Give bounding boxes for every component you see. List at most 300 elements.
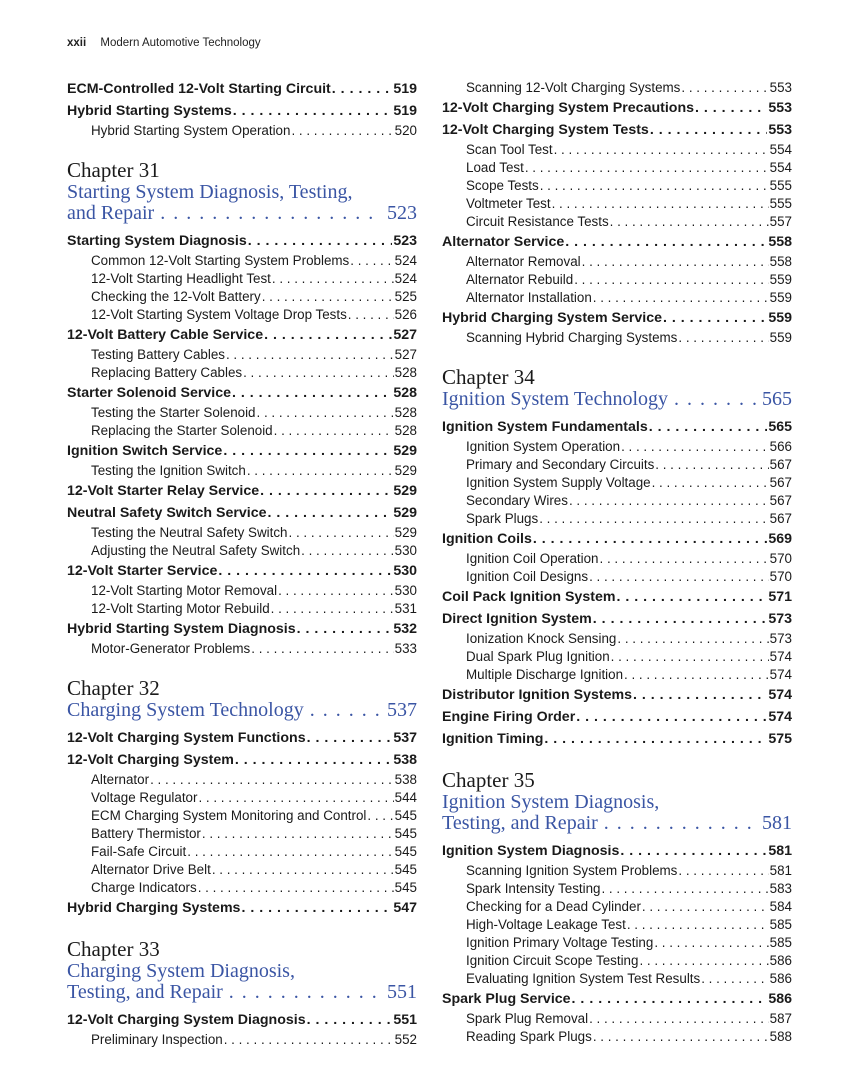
entry-title: Common 12-Volt Starting System Problems (91, 253, 350, 268)
entry-page-number: 570 (769, 551, 792, 566)
toc-subentry (442, 1028, 792, 1046)
entry-title: Reading Spark Plugs (466, 1029, 592, 1044)
entry-title: Ignition System Supply Voltage (466, 475, 651, 490)
dot-leader (701, 970, 768, 988)
toc-subentry (67, 306, 417, 324)
entry-title: Hybrid Starting System Operation (91, 123, 291, 138)
toc-heading-entry (67, 383, 417, 404)
dot-leader (539, 510, 768, 528)
entry-page-number: 574 (768, 709, 792, 725)
entry-page-number: 570 (769, 569, 792, 584)
entry-page-number: 559 (769, 272, 792, 287)
chapter-title-text: and Repair (67, 203, 155, 224)
dot-leader (593, 1028, 769, 1046)
entry-title: Checking the 12-Volt Battery (91, 289, 261, 304)
entry-page-number: 566 (769, 439, 792, 454)
toc-subentry (442, 630, 792, 648)
entry-page-number: 538 (393, 752, 417, 768)
entry-title: Scanning Ignition System Problems (466, 863, 678, 878)
entry-title: 12-Volt Starter Service (67, 563, 218, 579)
dot-leader (198, 789, 393, 807)
toc-subentry (67, 861, 417, 879)
toc-subentry (442, 195, 792, 213)
entry-page-number: 529 (393, 505, 417, 521)
entry-title: Alternator Installation (466, 290, 592, 305)
toc-heading-entry (442, 529, 792, 550)
dot-leader (552, 195, 769, 213)
toc-heading-entry (442, 417, 792, 438)
toc-subentry (442, 880, 792, 898)
toc-subentry (442, 271, 792, 289)
dot-leader (576, 707, 767, 728)
chapter-title-last-line (67, 203, 417, 224)
dot-leader (572, 989, 768, 1010)
toc-subentry (442, 492, 792, 510)
toc-subentry (442, 568, 792, 586)
entry-title: Alternator Service (442, 234, 565, 250)
chapter-title (67, 182, 417, 224)
toc-heading-entry (442, 308, 792, 329)
chapter-page-number: 565 (762, 389, 792, 410)
entry-page-number: 587 (769, 1011, 792, 1026)
dot-leader (150, 771, 394, 789)
dot-leader (604, 813, 756, 834)
entry-title: Spark Plugs (466, 511, 539, 526)
entry-page-number: 524 (394, 271, 417, 286)
dot-leader (654, 934, 768, 952)
entry-page-number: 545 (394, 808, 417, 823)
dot-leader (574, 271, 768, 289)
entry-title: Hybrid Charging Systems (67, 900, 241, 916)
toc-subentry (67, 879, 417, 897)
toc-subentry (442, 898, 792, 916)
dot-leader (525, 159, 769, 177)
entry-page-number: 565 (768, 419, 792, 435)
dot-leader (212, 861, 394, 879)
dot-leader (617, 630, 768, 648)
toc-heading-entry (67, 441, 417, 462)
entry-title: 12-Volt Charging System Precautions (442, 100, 695, 116)
dot-leader (348, 306, 394, 324)
entry-title: Spark Intensity Testing (466, 881, 601, 896)
entry-title: Ignition Coils (442, 531, 532, 547)
entry-title: 12-Volt Starting System Voltage Drop Tests (91, 307, 347, 322)
entry-title: Motor-Generator Problems (91, 641, 251, 656)
running-header (67, 37, 261, 49)
dot-leader (160, 203, 381, 224)
entry-page-number: 537 (393, 730, 417, 746)
dot-leader (272, 270, 394, 288)
entry-title: Hybrid Charging System Service (442, 310, 662, 326)
dot-leader (350, 252, 393, 270)
toc-subentry (442, 141, 792, 159)
entry-page-number: 551 (393, 1012, 417, 1028)
entry-title: Alternator (91, 772, 150, 787)
dot-leader (301, 542, 394, 560)
entry-title: Adjusting the Neutral Safety Switch (91, 543, 301, 558)
entry-title: Ignition Timing (442, 731, 544, 747)
entry-page-number: 571 (768, 589, 792, 605)
entry-page-number: 545 (394, 826, 417, 841)
dot-leader (678, 329, 768, 347)
dot-leader (271, 600, 394, 618)
entry-page-number: 528 (394, 423, 417, 438)
toc-subentry (442, 1010, 792, 1028)
dot-leader (600, 550, 769, 568)
dot-leader (241, 898, 392, 919)
entry-title: Preliminary Inspection (91, 1032, 223, 1047)
entry-title: Ignition Primary Voltage Testing (466, 935, 654, 950)
dot-leader (621, 438, 769, 456)
chapter-title-last-line (442, 389, 792, 410)
dot-leader (627, 916, 769, 934)
entry-title: 12-Volt Battery Cable Service (67, 327, 264, 343)
entry-page-number: 567 (769, 475, 792, 490)
entry-page-number: 554 (769, 160, 792, 175)
entry-page-number: 527 (394, 347, 417, 362)
entry-title: Coil Pack Ignition System (442, 589, 616, 605)
entry-title: Hybrid Starting System Diagnosis (67, 621, 296, 637)
toc-subentry (67, 404, 417, 422)
dot-leader (652, 474, 769, 492)
entry-title: Checking for a Dead Cylinder (466, 899, 641, 914)
entry-page-number: 574 (769, 667, 792, 682)
entry-title: Replacing the Starter Solenoid (91, 423, 273, 438)
dot-leader (649, 417, 768, 438)
chapter-title (67, 961, 417, 1003)
toc-subentry (442, 916, 792, 934)
toc-column-left (67, 78, 417, 1055)
toc-heading-entry (442, 989, 792, 1010)
entry-page-number: 523 (393, 233, 417, 249)
entry-page-number: 569 (768, 531, 792, 547)
entry-page-number: 581 (768, 843, 792, 859)
entry-title: Voltmeter Test (466, 196, 551, 211)
entry-title: Testing the Ignition Switch (91, 463, 246, 478)
toc-subentry (67, 771, 417, 789)
dot-leader (268, 503, 393, 524)
entry-title: Testing the Starter Solenoid (91, 405, 256, 420)
dot-leader (642, 898, 769, 916)
toc-subentry (67, 542, 417, 560)
entry-page-number: 573 (769, 631, 792, 646)
entry-title: Distributor Ignition Systems (442, 687, 632, 703)
entry-title: 12-Volt Starting Motor Rebuild (91, 601, 270, 616)
entry-page-number: 558 (768, 234, 792, 250)
entry-title: 12-Volt Charging System Tests (442, 122, 649, 138)
chapter-34 (442, 365, 792, 750)
entry-title: Evaluating Ignition System Test Results (466, 971, 701, 986)
entry-page-number: 553 (768, 122, 792, 138)
toc-subentry (442, 79, 792, 97)
chapter-31 (67, 158, 417, 658)
toc-heading-entry (442, 707, 792, 728)
toc-subentry (442, 648, 792, 666)
chapter-title-text: Ignition System Technology (442, 389, 668, 410)
entry-title: 12-Volt Starting Motor Removal (91, 583, 278, 598)
toc-subentry (67, 346, 417, 364)
dot-leader (262, 288, 394, 306)
dot-leader (274, 422, 394, 440)
entry-page-number: 529 (393, 483, 417, 499)
dot-leader (232, 383, 392, 404)
dot-leader (289, 524, 394, 542)
entry-title: Ignition Switch Service (67, 443, 223, 459)
entry-page-number: 559 (769, 330, 792, 345)
chapter-number: Chapter 32 (67, 676, 160, 700)
dot-leader (593, 289, 769, 307)
entry-page-number: 532 (393, 621, 417, 637)
toc-heading-entry (442, 587, 792, 608)
entry-title: Scan Tool Test (466, 142, 553, 157)
entry-page-number: 531 (394, 601, 417, 616)
dot-leader (332, 79, 393, 100)
entry-title: Starting System Diagnosis (67, 233, 247, 249)
entry-title: 12-Volt Charging System Functions (67, 730, 306, 746)
entry-page-number: 528 (394, 405, 417, 420)
toc-heading-entry (67, 619, 417, 640)
entry-title: Circuit Resistance Tests (466, 214, 609, 229)
entry-title: Ignition Circuit Scope Testing (466, 953, 639, 968)
toc-subentry (442, 213, 792, 231)
entry-title: Testing the Neutral Safety Switch (91, 525, 288, 540)
chapter-page-number: 581 (762, 813, 792, 834)
chapter-number: Chapter 34 (442, 365, 535, 389)
dot-leader (674, 389, 756, 410)
dot-leader (235, 750, 392, 771)
entry-page-number: 586 (769, 953, 792, 968)
entry-page-number: 574 (768, 687, 792, 703)
entry-page-number: 529 (393, 443, 417, 459)
dot-leader (593, 609, 768, 630)
dot-leader (589, 1010, 769, 1028)
entry-title: Alternator Rebuild (466, 272, 574, 287)
chapter-32 (67, 676, 417, 919)
entry-page-number: 545 (394, 844, 417, 859)
chapter-33 (67, 937, 417, 1049)
dot-leader (233, 101, 393, 122)
entry-page-number: 530 (394, 543, 417, 558)
entry-page-number: 527 (393, 327, 417, 343)
dot-leader (678, 862, 768, 880)
entry-page-number: 553 (768, 100, 792, 116)
toc-subentry (67, 582, 417, 600)
dot-leader (307, 1010, 393, 1031)
entry-title: Alternator Removal (466, 254, 581, 269)
entry-title: Hybrid Starting Systems (67, 103, 232, 119)
entry-page-number: 524 (394, 253, 417, 268)
dot-leader (229, 982, 381, 1003)
toc-heading-entry (442, 841, 792, 862)
toc-heading-entry (67, 325, 417, 346)
entry-page-number: 525 (394, 289, 417, 304)
dot-leader (633, 685, 767, 706)
entry-page-number: 552 (394, 1032, 417, 1047)
toc-heading-entry (67, 898, 417, 919)
entry-title: ECM Charging System Monitoring and Control (91, 808, 367, 823)
dot-leader (202, 825, 394, 843)
toc-heading-entry (67, 101, 417, 122)
toc-subentry (67, 789, 417, 807)
entry-title: Secondary Wires (466, 493, 568, 508)
dot-leader (565, 232, 767, 253)
toc-subentry (67, 122, 417, 140)
entry-title: Ignition System Fundamentals (442, 419, 648, 435)
toc-subentry (442, 970, 792, 988)
toc-heading-entry (67, 231, 417, 252)
entry-page-number: 533 (394, 641, 417, 656)
toc-subentry (67, 1031, 417, 1049)
entry-title: Primary and Secondary Circuits (466, 457, 655, 472)
chapter-title (442, 389, 792, 410)
entry-title: Voltage Regulator (91, 790, 198, 805)
toc-heading-entry (442, 609, 792, 630)
toc-subentry (442, 952, 792, 970)
entry-page-number: 567 (769, 493, 792, 508)
entry-page-number: 530 (393, 563, 417, 579)
dot-leader (554, 141, 769, 159)
entry-title: 12-Volt Charging System Diagnosis (67, 1012, 306, 1028)
dot-leader (257, 404, 394, 422)
toc-subentry (442, 159, 792, 177)
entry-title: 12-Volt Charging System (67, 752, 234, 768)
dot-leader (681, 79, 768, 97)
chapter-number: Chapter 33 (67, 937, 160, 961)
entry-page-number: 528 (393, 385, 417, 401)
entry-title: Testing Battery Cables (91, 347, 225, 362)
entry-title: Alternator Drive Belt (91, 862, 211, 877)
entry-title: Scanning 12-Volt Charging Systems (466, 80, 681, 95)
dot-leader (610, 213, 769, 231)
entry-title: Scope Tests (466, 178, 539, 193)
entry-title: High-Voltage Leakage Test (466, 917, 626, 932)
chapter-title-line: Ignition System Diagnosis, (442, 791, 660, 813)
entry-title: Ignition Coil Operation (466, 551, 599, 566)
dot-leader (569, 492, 769, 510)
entry-title: Dual Spark Plug Ignition (466, 649, 610, 664)
dot-leader (624, 666, 769, 684)
entry-page-number: 574 (769, 649, 792, 664)
dot-leader (540, 177, 769, 195)
toc-heading-entry (67, 481, 417, 502)
entry-page-number: 520 (394, 123, 417, 138)
entry-title: Starter Solenoid Service (67, 385, 232, 401)
entry-title: Spark Plug Service (442, 991, 571, 1007)
entry-page-number: 581 (769, 863, 792, 878)
dot-leader (218, 561, 392, 582)
entry-title: Neutral Safety Switch Service (67, 505, 267, 521)
toc-subentry (67, 843, 417, 861)
entry-page-number: 519 (393, 103, 417, 119)
dot-leader (251, 640, 393, 658)
dot-leader (278, 582, 394, 600)
dot-leader (243, 364, 394, 382)
entry-page-number: 567 (769, 457, 792, 472)
toc-subentry (67, 807, 417, 825)
dot-leader (248, 231, 393, 252)
entry-page-number: 545 (394, 862, 417, 877)
dot-leader (291, 122, 393, 140)
entry-page-number: 573 (768, 611, 792, 627)
toc-subentry (67, 422, 417, 440)
right-top-entries (442, 79, 792, 347)
entry-page-number: 559 (769, 290, 792, 305)
dot-leader (589, 568, 769, 586)
toc-subentry (67, 640, 417, 658)
entry-page-number: 586 (768, 991, 792, 1007)
entry-title: Battery Thermistor (91, 826, 201, 841)
entry-page-number: 588 (769, 1029, 792, 1044)
chapter-35 (442, 768, 792, 1046)
entry-page-number: 554 (769, 142, 792, 157)
entry-page-number: 526 (394, 307, 417, 322)
entry-page-number: 529 (394, 463, 417, 478)
entry-page-number: 519 (393, 81, 417, 97)
toc-heading-entry (67, 561, 417, 582)
dot-leader (310, 700, 381, 721)
toc-subentry (67, 364, 417, 382)
toc-heading-entry (442, 232, 792, 253)
entry-page-number: 567 (769, 511, 792, 526)
chapter-title-last-line (442, 813, 792, 834)
dot-leader (223, 441, 392, 462)
toc-subentry (442, 474, 792, 492)
toc-heading-entry (67, 503, 417, 524)
dot-leader (611, 648, 769, 666)
entry-page-number: 528 (394, 365, 417, 380)
left-top-entries (67, 79, 417, 140)
entry-title: Charge Indicators (91, 880, 197, 895)
dot-leader (187, 843, 393, 861)
entry-title: Replacing Battery Cables (91, 365, 243, 380)
dot-leader (297, 619, 393, 640)
toc-heading-entry (67, 750, 417, 771)
dot-leader (247, 462, 394, 480)
toc-subentry (442, 666, 792, 684)
toc-heading-entry (67, 728, 417, 749)
entry-page-number: 529 (394, 525, 417, 540)
entry-page-number: 586 (769, 971, 792, 986)
dot-leader (655, 456, 768, 474)
entry-title: Spark Plug Removal (466, 1011, 589, 1026)
dot-leader (307, 728, 393, 749)
chapter-title-line: Charging System Diagnosis, (67, 960, 295, 982)
dot-leader (601, 880, 768, 898)
entry-title: Ignition System Operation (466, 439, 621, 454)
chapter-page-number: 537 (387, 700, 417, 721)
chapter-title-text: Testing, and Repair (442, 813, 598, 834)
chapter-title (442, 792, 792, 834)
toc-subentry (67, 825, 417, 843)
entry-title: 12-Volt Starting Headlight Test (91, 271, 271, 286)
dot-leader (198, 879, 394, 897)
toc-subentry (442, 438, 792, 456)
entry-page-number: 538 (394, 772, 417, 787)
chapter-title (67, 700, 417, 721)
entry-title: Fail-Safe Circuit (91, 844, 187, 859)
entry-title: Load Test (466, 160, 524, 175)
entry-title: Ignition Coil Designs (466, 569, 589, 584)
toc-column-right (442, 79, 792, 1052)
entry-page-number: 544 (394, 790, 417, 805)
entry-title: Engine Firing Order (442, 709, 576, 725)
entry-page-number: 585 (769, 917, 792, 932)
entry-page-number: 555 (769, 178, 792, 193)
entry-title: Direct Ignition System (442, 611, 592, 627)
chapter-title-last-line (67, 700, 417, 721)
toc-subentry (67, 252, 417, 270)
dot-leader (582, 253, 769, 271)
